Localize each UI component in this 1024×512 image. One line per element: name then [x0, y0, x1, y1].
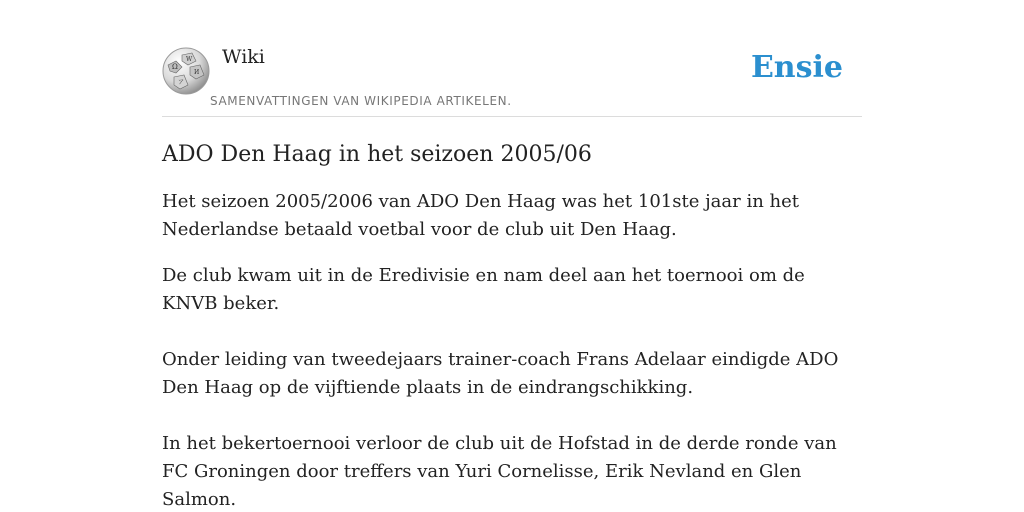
- svg-text:W: W: [186, 56, 193, 63]
- site-name[interactable]: Wiki: [222, 46, 265, 68]
- article-paragraph: Onder leiding van tweedejaars trainer-coach Frans Adelaar eindigde ADO Den Haag op de vijftiende plaats in de eindrangschikking.: [162, 349, 839, 398]
- article: [162, 140, 862, 512]
- article-paragraph: In het bekertoernooi verloor de club uit de Hofstad in de derde ronde van FC Groningen door treffers van Yuri Cornelisse, Erik Nevland en Glen Salmon.: [162, 433, 837, 510]
- ensie-brand-link[interactable]: Ensie: [750, 50, 843, 85]
- wikipedia-globe-icon[interactable]: [162, 47, 210, 95]
- svg-text:Ω: Ω: [172, 63, 178, 71]
- article-paragraph: De club kwam uit in de Eredivisie en nam deel aan het toernooi om de KNVB beker.: [162, 265, 805, 314]
- svg-text:ア: ア: [178, 79, 185, 86]
- svg-text:И: И: [194, 69, 200, 76]
- article-paragraph: Het seizoen 2005/2006 van ADO Den Haag was het 101ste jaar in het Nederlandse betaald voetbal voor de club uit Den Haag.: [162, 191, 799, 240]
- article-title: ADO Den Haag in het seizoen 2005/06: [162, 142, 592, 167]
- site-tagline: SAMENVATTINGEN VAN WIKIPEDIA ARTIKELEN.: [210, 94, 512, 108]
- site-header: [162, 40, 862, 117]
